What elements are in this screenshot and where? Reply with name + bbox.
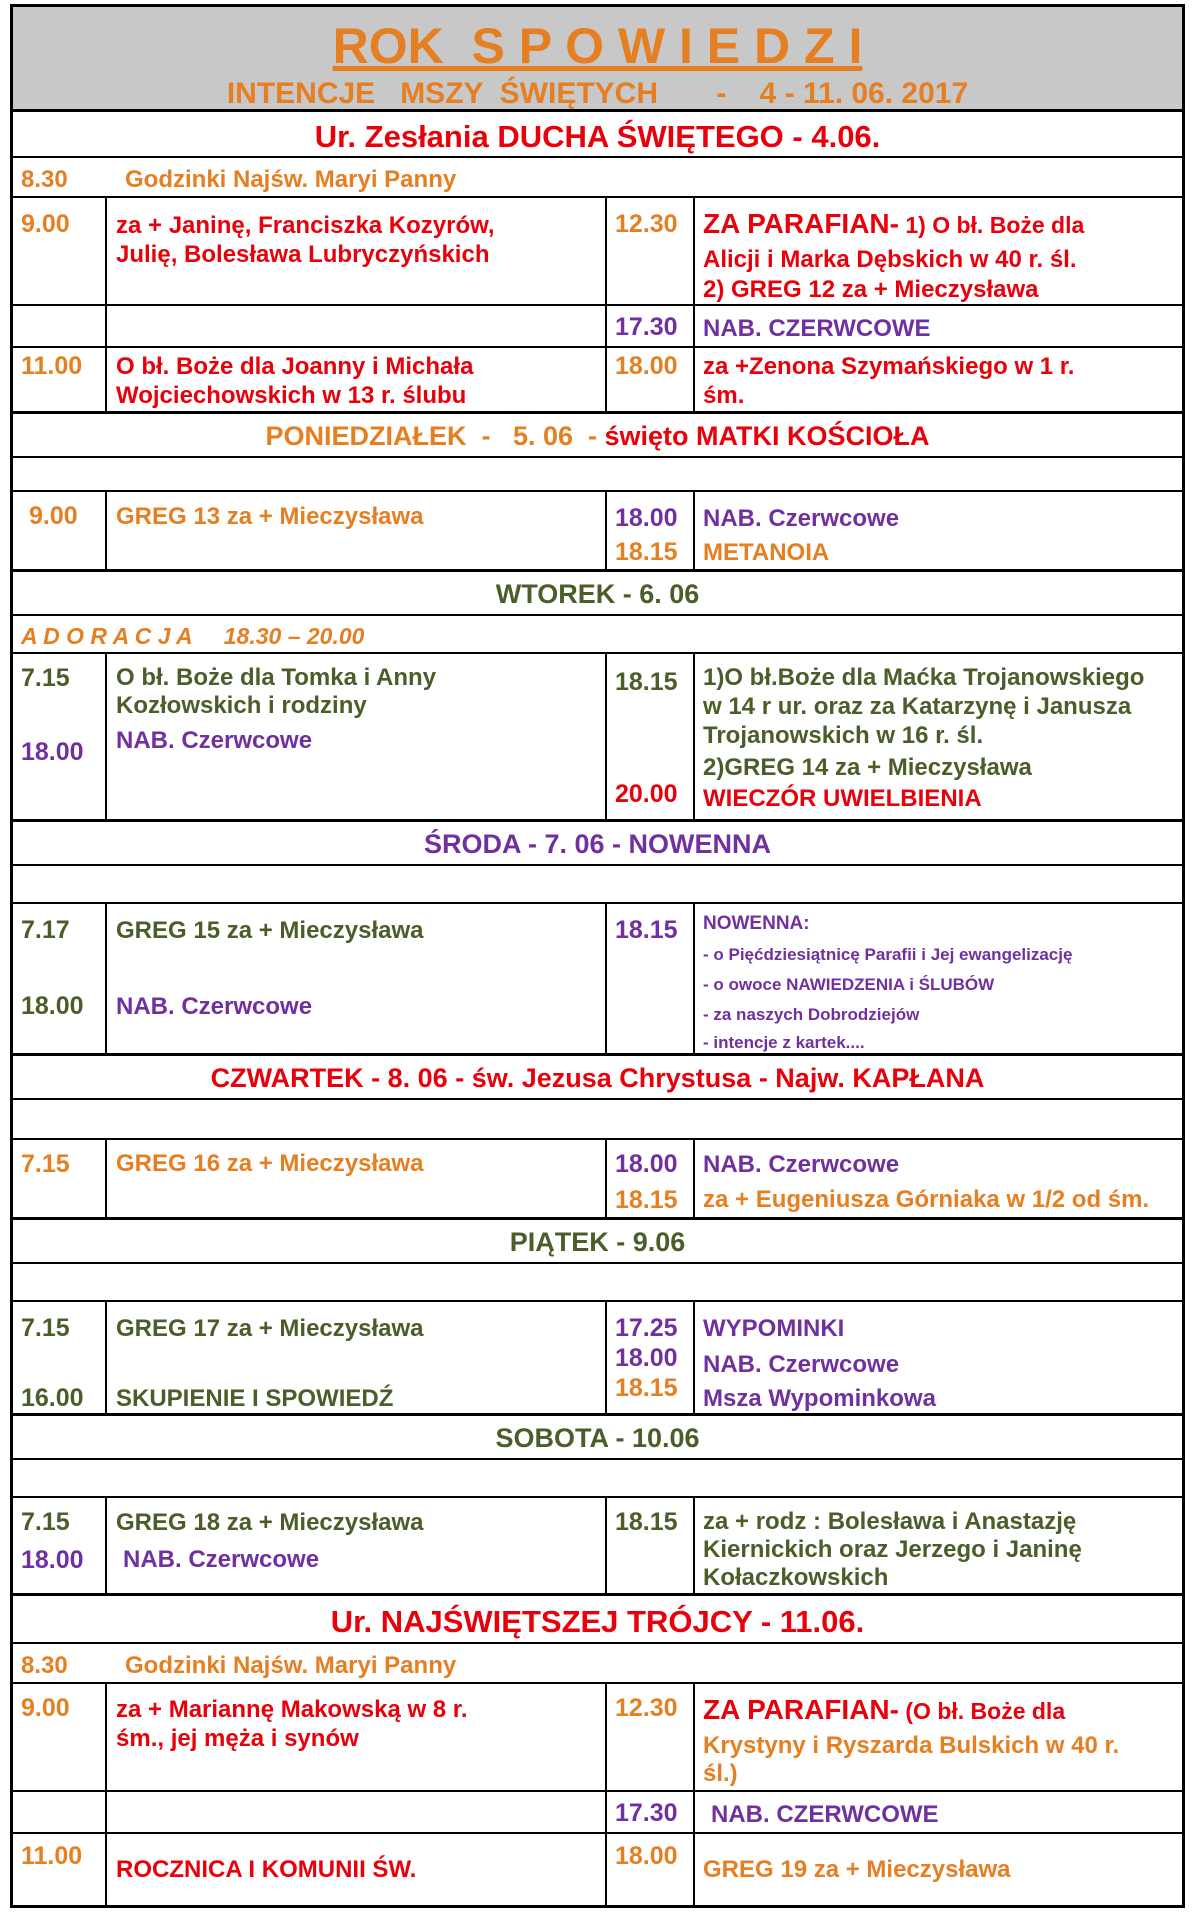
intention-text: GREG 18 za + Mieczysława bbox=[116, 1509, 424, 1536]
time: 18.15 bbox=[615, 668, 678, 696]
time: 16.00 bbox=[21, 1384, 84, 1412]
adoracja-note: A D O R A C J A 18.30 – 20.00 bbox=[21, 623, 365, 649]
day-title-text: Ur. Zesłania DUCHA ŚWIĘTEGO - 4.06. bbox=[314, 119, 881, 154]
intention-text: Wojciechowskich w 13 r. ślubu bbox=[116, 382, 467, 409]
za-parafian-label: ZA PARAFIAN- bbox=[703, 1694, 899, 1725]
intention-text: GREG 13 za + Mieczysława bbox=[116, 503, 424, 530]
intention-text: Kiernickich oraz Jerzego i Janinę bbox=[703, 1536, 1082, 1563]
intention-text: za + rodz : Bolesława i Anastazję bbox=[703, 1508, 1077, 1535]
day-title-text: Ur. NAJŚWIĘTSZEJ TRÓJCY - 11.06. bbox=[330, 1604, 865, 1639]
intention-text: O bł. Boże dla Tomka i Anny bbox=[116, 664, 437, 691]
intention-text: 2) GREG 12 za + Mieczysława bbox=[703, 276, 1039, 303]
intention-text: NAB. Czerwcowe bbox=[703, 1351, 900, 1378]
intention-head bbox=[703, 1696, 1065, 1724]
intention-text: (O bł. Boże dla bbox=[898, 1698, 1066, 1724]
day-title-sunday-1 bbox=[10, 112, 1185, 158]
day-title-tuesday bbox=[10, 572, 1185, 616]
time: 17.30 bbox=[615, 313, 678, 341]
time: 20.00 bbox=[615, 780, 678, 808]
mass-row bbox=[10, 348, 1185, 414]
intention-text: Julię, Bolesława Lubryczyńskich bbox=[116, 241, 490, 268]
intention-text: - o Pięćdziesiątnicę Parafii i Jej ewangelizację bbox=[703, 945, 1073, 964]
intention-text: METANOIA bbox=[703, 539, 830, 566]
page-subtitle: INTENCJE MSZY ŚWIĘTYCH - 4 - 11. 06. 2017 bbox=[226, 77, 969, 110]
intention-text: ROCZNICA I KOMUNII ŚW. bbox=[116, 1856, 417, 1883]
blank-row bbox=[10, 1460, 1185, 1498]
intention-text: - o owoce NAWIEDZENIA i ŚLUBÓW bbox=[703, 975, 995, 994]
time: 7.15 bbox=[21, 1314, 70, 1342]
mass-intentions-sheet bbox=[10, 4, 1185, 1908]
intention-text: Trojanowskich w 16 r. śl. bbox=[703, 722, 984, 749]
intention-text: Msza Wypominkowa bbox=[703, 1385, 936, 1412]
day-title-monday bbox=[10, 414, 1185, 458]
intention-text: NAB. Czerwcowe bbox=[703, 505, 900, 532]
intention-text: NAB. Czerwcowe bbox=[116, 993, 313, 1020]
note-row bbox=[10, 1644, 1185, 1684]
day-title-text: SOBOTA - 10.06 bbox=[495, 1423, 700, 1453]
intention-text: GREG 16 za + Mieczysława bbox=[116, 1150, 424, 1177]
mass-row bbox=[10, 1834, 1185, 1908]
time: 8.30 bbox=[21, 166, 68, 193]
note-row bbox=[10, 616, 1185, 654]
intention-text: 2)GREG 14 za + Mieczysława bbox=[703, 754, 1032, 781]
note-text: Godzinki Najśw. Maryi Panny bbox=[125, 166, 457, 193]
time: 18.00 bbox=[615, 504, 678, 532]
mass-row bbox=[10, 1498, 1185, 1596]
day-title-text: ŚRODA - 7. 06 - NOWENNA bbox=[423, 829, 772, 859]
time: 18.15 bbox=[615, 1374, 678, 1402]
intention-text: śm., jej męża i synów bbox=[116, 1725, 359, 1752]
time: 18.15 bbox=[615, 538, 678, 566]
day-title-text: PIĄTEK - 9.06 bbox=[509, 1227, 686, 1257]
time: 7.17 bbox=[21, 916, 70, 944]
mass-row bbox=[10, 198, 1185, 306]
time: 12.30 bbox=[615, 1694, 678, 1722]
day-title-text: WTOREK - 6. 06 bbox=[495, 579, 700, 609]
mass-row bbox=[10, 1684, 1185, 1792]
time: 18.15 bbox=[615, 1508, 678, 1536]
day-title-saturday bbox=[10, 1416, 1185, 1460]
intention-text: NAB. CZERWCOWE bbox=[711, 1801, 939, 1828]
mass-row bbox=[10, 492, 1185, 572]
time: 11.00 bbox=[21, 352, 83, 380]
day-title-text: CZWARTEK - 8. 06 - św. Jezusa Chrystusa - Najw. KAPŁANA bbox=[210, 1063, 985, 1093]
note-text: Godzinki Najśw. Maryi Panny bbox=[125, 1652, 457, 1679]
time: 18.00 bbox=[615, 1842, 678, 1870]
intention-text: Kozłowskich i rodziny bbox=[116, 692, 367, 719]
time: 18.00 bbox=[21, 992, 84, 1020]
mass-row bbox=[10, 654, 1185, 822]
page-title: ROK S P O W I E D Z I bbox=[332, 18, 863, 74]
intention-text: NAB. Czerwcowe bbox=[703, 1151, 900, 1178]
time: 9.00 bbox=[21, 210, 70, 238]
time: 17.25 bbox=[615, 1314, 678, 1342]
intention-text: za + Eugeniusza Górniaka w 1/2 od śm. bbox=[703, 1186, 1150, 1213]
mass-row bbox=[10, 1792, 1185, 1834]
intention-text: Krystyny i Ryszarda Bulskich w 40 r. bbox=[703, 1732, 1120, 1759]
mass-row bbox=[10, 1140, 1185, 1220]
intention-text: za +Zenona Szymańskiego w 1 r. bbox=[703, 353, 1075, 380]
intention-text: 1) O bł. Boże dla bbox=[898, 212, 1085, 238]
day-title-friday bbox=[10, 1220, 1185, 1264]
intention-text: - intencje z kartek.... bbox=[703, 1033, 865, 1052]
blank-row bbox=[10, 458, 1185, 492]
day-title-part: PONIEDZIAŁEK - 5. 06 - bbox=[265, 421, 605, 451]
intention-text: w 14 r ur. oraz za Katarzynę i Janusza bbox=[703, 693, 1132, 720]
intention-text: za + Janinę, Franciszka Kozyrów, bbox=[116, 212, 495, 239]
intention-text: NAB. CZERWCOWE bbox=[703, 315, 931, 342]
time: 7.15 bbox=[21, 1508, 70, 1536]
intention-text: Kołaczkowskich bbox=[703, 1564, 889, 1591]
time: 7.15 bbox=[21, 1150, 70, 1178]
intention-text: śl.) bbox=[703, 1760, 738, 1787]
time: 9.00 bbox=[29, 502, 78, 530]
time: 8.30 bbox=[21, 1652, 68, 1679]
intention-text: NOWENNA: bbox=[703, 913, 810, 934]
time: 18.15 bbox=[615, 916, 678, 944]
time: 18.00 bbox=[615, 1150, 678, 1178]
intention-text: 1)O bł.Boże dla Maćka Trojanowskiego bbox=[703, 664, 1145, 691]
intention-text: WYPOMINKI bbox=[703, 1315, 845, 1342]
mass-row bbox=[10, 904, 1185, 1056]
day-title-text bbox=[13, 423, 1182, 450]
time: 7.15 bbox=[21, 664, 70, 692]
intention-text: - za naszych Dobrodziejów bbox=[703, 1005, 920, 1024]
time: 12.30 bbox=[615, 210, 678, 238]
day-title-wednesday bbox=[10, 822, 1185, 866]
intention-text: WIECZÓR UWIELBIENIA bbox=[703, 785, 982, 812]
intention-text: GREG 15 za + Mieczysława bbox=[116, 917, 424, 944]
time: 18.15 bbox=[615, 1186, 678, 1214]
mass-row bbox=[10, 306, 1185, 348]
za-parafian-label: ZA PARAFIAN- bbox=[703, 208, 899, 239]
intention-text: za + Mariannę Makowską w 8 r. bbox=[116, 1696, 468, 1723]
intention-text: śm. bbox=[703, 382, 745, 409]
intention-text: NAB. Czerwcowe bbox=[123, 1546, 320, 1573]
blank-row bbox=[10, 1100, 1185, 1140]
time: 9.00 bbox=[21, 1694, 70, 1722]
time: 18.00 bbox=[21, 1546, 84, 1574]
intention-text: GREG 19 za + Mieczysława bbox=[703, 1856, 1011, 1883]
blank-row bbox=[10, 1264, 1185, 1302]
day-title-thursday bbox=[10, 1056, 1185, 1100]
blank-row bbox=[10, 866, 1185, 904]
intention-text: O bł. Boże dla Joanny i Michała bbox=[116, 353, 474, 380]
time: 18.00 bbox=[21, 738, 84, 766]
note-row bbox=[10, 158, 1185, 198]
mass-row bbox=[10, 1302, 1185, 1416]
intention-text: NAB. Czerwcowe bbox=[116, 727, 313, 754]
intention-head bbox=[703, 210, 1084, 238]
header bbox=[10, 4, 1185, 112]
feast-name: święto MATKI KOŚCIOŁA bbox=[604, 421, 930, 451]
intention-text: Alicji i Marka Dębskich w 40 r. śl. bbox=[703, 246, 1077, 273]
time: 17.30 bbox=[615, 1799, 678, 1827]
intention-text: GREG 17 za + Mieczysława bbox=[116, 1315, 424, 1342]
time: 11.00 bbox=[21, 1842, 83, 1870]
time: 18.00 bbox=[615, 1344, 678, 1372]
intention-text: SKUPIENIE I SPOWIEDŹ bbox=[116, 1385, 394, 1412]
day-title-sunday-2 bbox=[10, 1596, 1185, 1644]
time: 18.00 bbox=[615, 352, 678, 380]
